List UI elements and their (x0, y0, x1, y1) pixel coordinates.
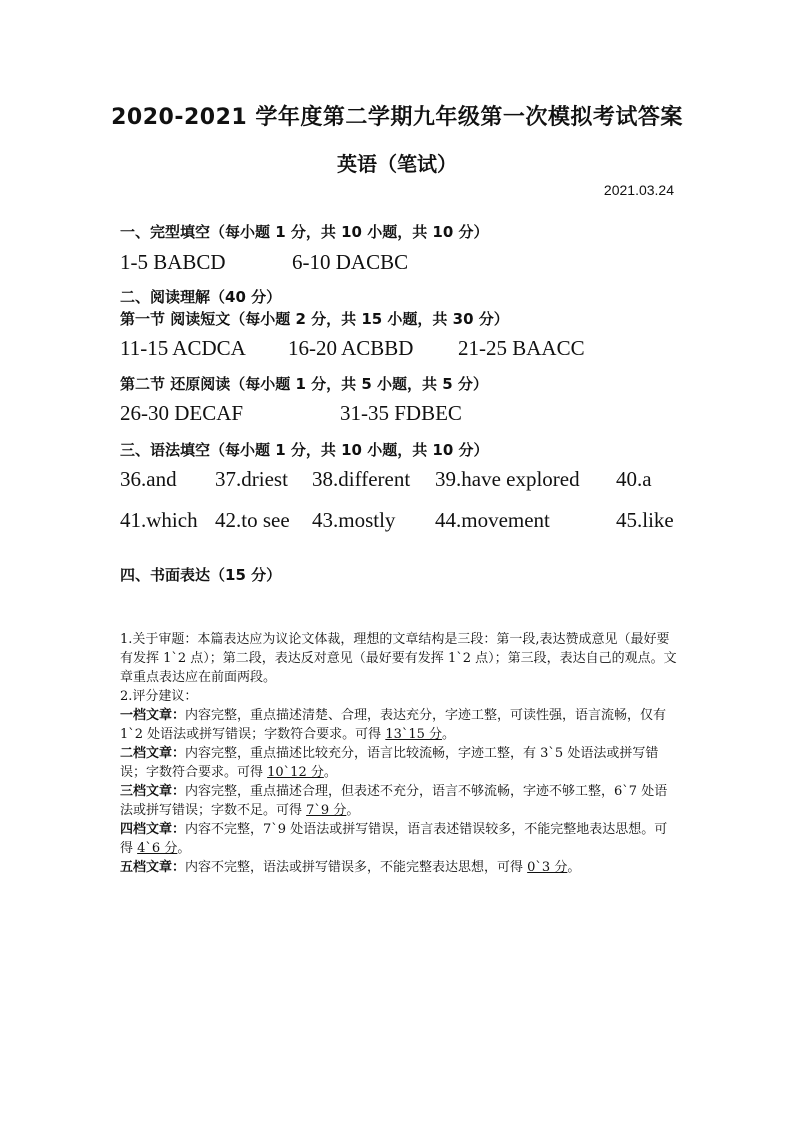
answer-group: 21-25 BAACC (458, 336, 585, 360)
part1-heading: 一、完型填空（每小题 1 分，共 10 小题，共 10 分） (120, 223, 489, 241)
grade-score: 7`9 分 (306, 803, 347, 818)
part1-answers (120, 250, 680, 278)
grammar-answer: 44.movement (435, 508, 550, 532)
grade-label: 一档文章： (120, 708, 186, 723)
grade-score: 10`12 分 (267, 765, 324, 780)
grammar-answer: 41.which (120, 508, 198, 532)
part2-section2-answers (120, 401, 680, 429)
grammar-answer: 42.to see (215, 508, 290, 532)
grammar-answer: 40.a (616, 467, 652, 491)
grade-end: 。 (442, 727, 456, 742)
grade-score: 13`15 分 (385, 727, 443, 742)
answer-group: 26-30 DECAF (120, 401, 244, 425)
answer-group: 6-10 DACBC (292, 250, 409, 274)
grade-2 (120, 744, 680, 782)
grade-text: 内容完整，重点描述合理，但表述不充分，语言不够流畅，字迹不够工整，6`7 处语法或拼写错误；字数不足。可得 (120, 784, 668, 818)
part2-section1-heading: 第一节 阅读短文（每小题 2 分，共 15 小题，共 30 分） (120, 310, 509, 328)
grade-text: 内容不完整，语法或拼写错误多，不能完整表达思想，可得 (185, 860, 528, 875)
page-subtitle: 英语（笔试） (337, 152, 457, 176)
grade-1 (120, 706, 680, 744)
grade-end: 。 (323, 765, 337, 780)
answer-group: 31-35 FDBEC (340, 401, 462, 425)
page-title: 2020-2021 学年度第二学期九年级第一次模拟考试答案 (111, 105, 683, 130)
part2-section1-answers (120, 336, 680, 364)
answer-group: 16-20 ACBBD (288, 336, 414, 360)
grade-label: 四档文章： (120, 822, 186, 837)
review-note: 1.关于审题：本篇表达应为议论文体裁，理想的文章结构是三段：第一段,表达赞成意见（最好要有发挥 1`2 点）；第二段，表达反对意见（最好要有发挥 1`2 点）；第三段，表达自己的观点。文章重点表达应在前面两段。 (120, 632, 677, 685)
grade-end: 。 (346, 803, 360, 818)
part3-row2 (120, 508, 680, 536)
exam-date: 2021.03.24 (603, 182, 674, 198)
grammar-answer: 38.different (312, 467, 411, 491)
grade-text: 内容完整，重点描述比较充分，语言比较流畅，字迹工整，有 3`5 处语法或拼写错误；字数符合要求。可得 (120, 746, 659, 780)
grade-end: 。 (567, 860, 581, 875)
answer-group: 1-5 BABCD (120, 250, 226, 274)
grade-label: 二档文章： (120, 746, 186, 761)
part4-heading: 四、书面表达（15 分） (120, 566, 282, 584)
grade-5 (120, 858, 680, 877)
grammar-answer: 36.and (120, 467, 177, 491)
grade-score: 4`6 分 (137, 841, 178, 856)
part2-heading: 二、阅读理解（40 分） (120, 288, 282, 306)
grade-label: 三档文章： (120, 784, 186, 799)
grade-4 (120, 820, 680, 858)
part2-section2-heading: 第二节 还原阅读（每小题 1 分，共 5 小题，共 5 分） (120, 375, 488, 393)
grade-end: 。 (177, 841, 191, 856)
grammar-answer: 39.have explored (435, 467, 580, 491)
answer-group: 11-15 ACDCA (120, 336, 246, 360)
part3-row1 (120, 467, 680, 495)
grade-3 (120, 782, 680, 820)
scoring-suggestion-label: 2.评分建议： (120, 689, 198, 704)
grade-text: 内容不完整，7`9 处语法或拼写错误，语言表述错误较多，不能完整地表达思想。可得 (120, 822, 668, 856)
grammar-answer: 37.driest (215, 467, 288, 491)
grammar-answer: 43.mostly (312, 508, 396, 532)
grade-text: 内容完整，重点描述清楚、合理，表达充分，字迹工整，可读性强，语言流畅，仅有 1`2 处语法或拼写错误；字数符合要求。可得 (120, 708, 667, 742)
grade-label: 五档文章： (120, 860, 186, 875)
essay-scoring-guide (120, 630, 680, 877)
part3-heading: 三、语法填空（每小题 1 分，共 10 小题，共 10 分） (120, 441, 489, 459)
grammar-answer: 45.like (616, 508, 674, 532)
grade-score: 0`3 分 (527, 860, 568, 875)
